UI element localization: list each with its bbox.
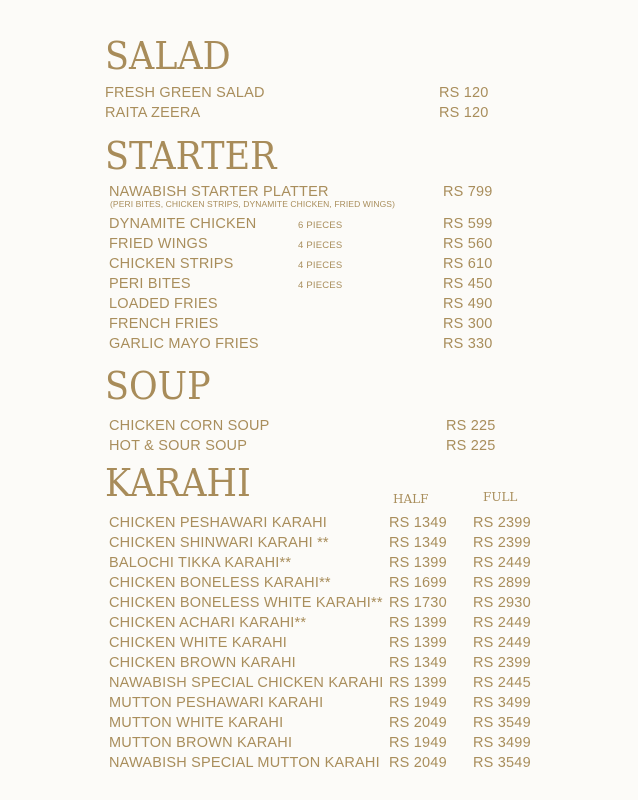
item-name: DYNAMITE CHICKEN: [109, 216, 257, 232]
item-half-price: RS 1349: [389, 515, 447, 531]
item-half-price: RS 1949: [389, 695, 447, 711]
item-name: LOADED FRIES: [109, 296, 218, 312]
item-name: FRIED WINGS: [109, 236, 208, 252]
menu-item: [109, 614, 529, 632]
menu-item: [109, 534, 529, 552]
item-price: RS 450: [443, 276, 493, 292]
item-price: RS 225: [446, 438, 496, 454]
item-full-price: RS 2399: [473, 535, 531, 551]
item-name: MUTTON WHITE KARAHI: [109, 715, 284, 731]
item-name: MUTTON PESHAWARI KARAHI: [109, 695, 324, 711]
karahi-heading: KARAHI: [105, 461, 251, 505]
item-name: CHICKEN WHITE KARAHI: [109, 635, 288, 651]
item-name: FRENCH FRIES: [109, 316, 219, 332]
menu-item: [109, 417, 509, 435]
item-full-price: RS 3499: [473, 735, 531, 751]
item-full-price: RS 3549: [473, 715, 531, 731]
item-qty: 6 PIECES: [298, 220, 343, 231]
item-price: RS 225: [446, 418, 496, 434]
item-full-price: RS 3499: [473, 695, 531, 711]
menu-item: [109, 315, 509, 333]
item-price: RS 560: [443, 236, 493, 252]
item-name: CHICKEN STRIPS: [109, 256, 234, 272]
item-price: RS 330: [443, 336, 493, 352]
item-half-price: RS 1699: [389, 575, 447, 591]
item-full-price: RS 2449: [473, 635, 531, 651]
item-half-price: RS 1399: [389, 615, 447, 631]
item-price: RS 490: [443, 296, 493, 312]
item-name: HOT & SOUR SOUP: [109, 438, 248, 454]
item-qty: 4 PIECES: [298, 280, 343, 291]
item-half-price: RS 1949: [389, 735, 447, 751]
item-name: CHICKEN PESHAWARI KARAHI: [109, 515, 328, 531]
item-qty: 4 PIECES: [298, 240, 343, 251]
item-price: RS 120: [439, 105, 489, 121]
menu-item: [109, 714, 529, 732]
item-name: GARLIC MAYO FRIES: [109, 336, 259, 352]
item-price: RS 120: [439, 85, 489, 101]
item-full-price: RS 2930: [473, 595, 531, 611]
item-name: CHICKEN BONELESS WHITE KARAHI**: [109, 595, 383, 611]
soup-heading: SOUP: [105, 364, 211, 408]
menu-item: [109, 335, 509, 353]
item-name: CHICKEN ACHARI KARAHI**: [109, 615, 307, 631]
item-price: RS 599: [443, 216, 493, 232]
half-column-header: HALF: [393, 492, 429, 506]
item-price: RS 799: [443, 184, 493, 200]
menu-item: [109, 654, 529, 672]
item-half-price: RS 2049: [389, 755, 447, 771]
item-name: CHICKEN BONELESS KARAHI**: [109, 575, 331, 591]
item-name: CHICKEN BROWN KARAHI: [109, 655, 296, 671]
item-half-price: RS 1349: [389, 535, 447, 551]
starter-heading: STARTER: [105, 134, 277, 178]
menu-item: [109, 215, 509, 233]
menu-item: [109, 295, 509, 313]
menu-item: [109, 634, 529, 652]
menu-item: [109, 554, 529, 572]
menu-item: [109, 235, 509, 253]
menu-item: [109, 694, 529, 712]
menu-item: [109, 255, 509, 273]
item-name: NAWABISH STARTER PLATTER: [109, 184, 329, 200]
item-name: NAWABISH SPECIAL MUTTON KARAHI: [109, 755, 380, 771]
item-price: RS 300: [443, 316, 493, 332]
item-full-price: RS 2899: [473, 575, 531, 591]
item-name: PERI BITES: [109, 276, 191, 292]
item-half-price: RS 1399: [389, 555, 447, 571]
menu-item: [109, 275, 509, 293]
item-half-price: RS 1399: [389, 675, 447, 691]
item-full-price: RS 3549: [473, 755, 531, 771]
menu-item: [109, 437, 509, 455]
platter-note: (PERI BITES, CHICKEN STRIPS, DYNAMITE CHICKEN, FRIED WINGS): [110, 199, 396, 209]
item-full-price: RS 2399: [473, 515, 531, 531]
item-half-price: RS 1730: [389, 595, 447, 611]
item-name: RAITA ZEERA: [105, 105, 201, 121]
item-half-price: RS 1349: [389, 655, 447, 671]
item-qty: 4 PIECES: [298, 260, 343, 271]
menu-item: [109, 514, 529, 532]
item-full-price: RS 2449: [473, 615, 531, 631]
full-column-header: FULL: [483, 490, 518, 504]
item-full-price: RS 2399: [473, 655, 531, 671]
item-full-price: RS 2449: [473, 555, 531, 571]
item-full-price: RS 2445: [473, 675, 531, 691]
item-name: CHICKEN SHINWARI KARAHI **: [109, 535, 329, 551]
item-half-price: RS 1399: [389, 635, 447, 651]
item-name: NAWABISH SPECIAL CHICKEN KARAHI: [109, 675, 384, 691]
item-price: RS 610: [443, 256, 493, 272]
salad-heading: SALAD: [105, 34, 231, 78]
menu-item: [109, 574, 529, 592]
menu-item: [109, 754, 529, 772]
menu-item: [105, 84, 505, 102]
menu-item: [109, 734, 529, 752]
item-half-price: RS 2049: [389, 715, 447, 731]
menu-item: [105, 104, 505, 122]
menu-item: [109, 594, 529, 612]
item-name: FRESH GREEN SALAD: [105, 85, 265, 101]
item-name: CHICKEN CORN SOUP: [109, 418, 270, 434]
menu-item: [109, 674, 529, 692]
item-name: MUTTON BROWN KARAHI: [109, 735, 293, 751]
item-name: BALOCHI TIKKA KARAHI**: [109, 555, 292, 571]
